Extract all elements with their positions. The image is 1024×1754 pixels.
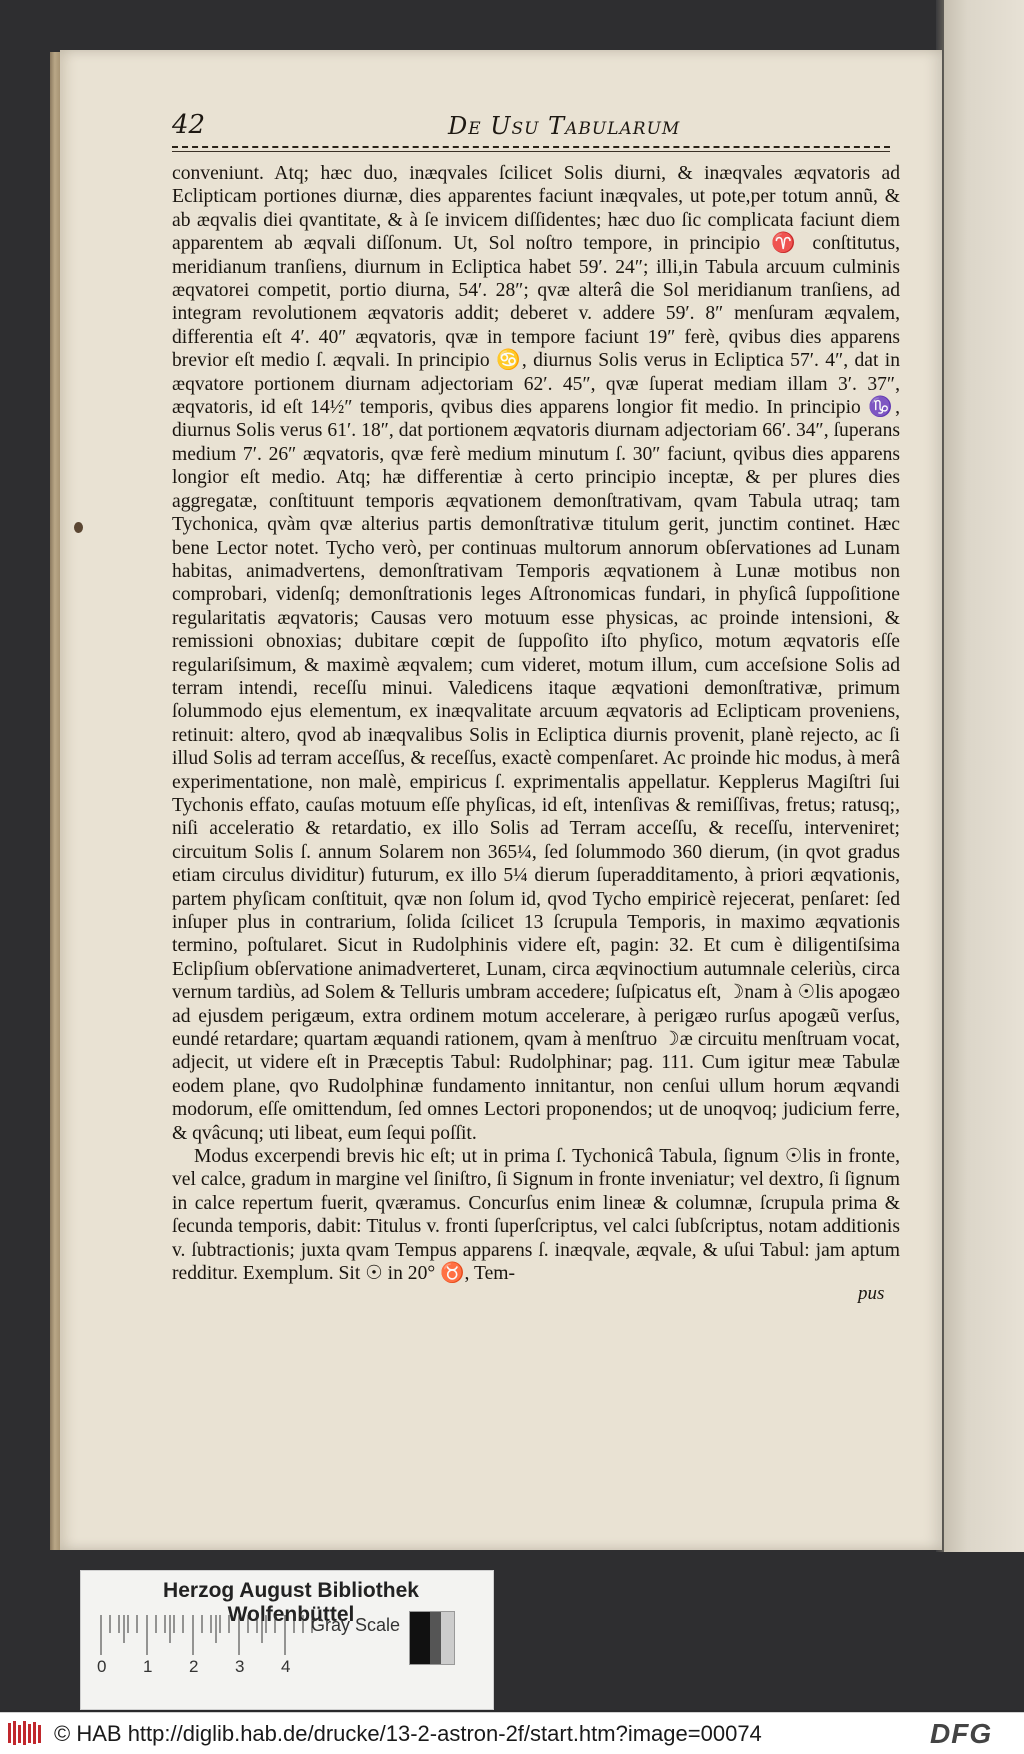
- ruler-label: 4: [281, 1657, 291, 1676]
- adjacent-page-edge: [944, 0, 1024, 1552]
- ruler-label: 2: [189, 1657, 199, 1676]
- library-name: Herzog August Bibliothek Wolfenbüttel: [163, 1579, 419, 1626]
- header-rule: [172, 146, 890, 148]
- page-blemish: [74, 522, 83, 533]
- gray-scale-label: Gray Scale: [311, 1615, 401, 1635]
- running-head: De Usu Tabularum: [448, 112, 681, 140]
- catchword: pus: [858, 1283, 885, 1304]
- ruler-label: 3: [235, 1657, 245, 1676]
- paragraph-modus: Modus excerpendi brevis hic eſt; ut in prima ſ. Tychonicâ Tabula, ſignum ☉lis in fronte, vel calce, gradum in margine vel ſiniſtro, ſi Signum in fronte inveniatur; vel dextro, ſi ſignum in calce repertum fuerit, qværamus. Concurſus enim lineæ & columnæ, ſcrupula prima & ſecunda temporis, dabit: Titulus v. fronti ſuperſcriptus, vel calci ſubſcriptus, notam additionis v. ſubtractionis; juxta qvam Tempus apparens ſ. inæqvale, æqvale, & uſui Tabul: jam aptum redditur. Exemplum. Sit ☉ in 20° ♉, Tem-: [172, 1146, 900, 1285]
- ruler-labels: [81, 1657, 341, 1679]
- body-text: [172, 162, 900, 1286]
- color-scale-card: [80, 1570, 494, 1710]
- dfg-logo: DFG: [930, 1718, 993, 1749]
- paragraph-main: conveniunt. Atq; hæc duo, inæqvales ſcilicet Solis diurni, & inæqvales æqvatoris ad Eclipticam portiones diurnæ, dies apparentes faciunt inæqvales, ut pote,per totum annũ, & ab æqvalis diei qvantitate, & à ſe invicem diſſidentes; hæc duo ſic complicata faciunt diem apparentem ab æqvali diſſonum. Ut, Sol noſtro tempore, in principio ♈ conſtitutus, meridianum tranſiens, diurnum in Ecliptica habet 59′. 24″; illi,in Tabula arcuum culminis æqvatorei competit, portio diurna, 54′. 28″; qvæ alterâ die Sol meridianum tranſiens, ad integram revolutionem æqvatoris addit; deberet v. addere 59′. 8″ menſuram æqvalem, differentia eſt 4′. 40″ æqvatoris, qvæ in tempore faciunt 19″ ferè, qvibus dies apparens brevior eſt medio ſ. æqvali. In principio ♋, diurnus Solis verus in Ecliptica 57′. 4″, dat in æqvatore portionem diurnam adjectoriam 62′. 45″, qvæ ſuperat mediam illam 3′. 37″, æqvatoris, id eſt 14½″ temporis, qvibus dies apparens longior fit medio. In principio ♑, diurnus Solis verus 61′. 18″, dat portionem æqvatoris diurnam adjectoriam 66′. 34″, ſuperans medium 7′. 26″ æqvatoris, qvæ ferè medium minutum ſ. 30″ faciunt, qvibus dies apparens longior eſt medio. Atq; hæ differentiæ à certo principio inceptæ, & per plures dies aggregatæ, conſtituunt temporis æqvationem demonſtrativam, qvam Tabula utraq; tam Tychonica, qvàm qvæ alterius partis demonſtrativæ titulum gerit, junctim continet. Hæc bene Lector notet. Tycho verò, per continuas multorum annorum obſervationes ad Lunam habitas, animadvertens, demonſtrativam Temporis æqvationem à Lunæ motibus non comprobari, videnſq; demonſtrationis leges Aſtronomicas fundari, in phyſicâ ſuppoſitione regularitatis æqvatoris; Causas vero motuum esse physicas, ac proinde intensioni, & remissioni obnoxias; dubitare cœpit de ſuppoſito iſto phyſico, motum æqvatoris eſſe regulariſsimum, & maximè æqvalem; cum videret, motum illum, cum acceſsione Solis ad terram intendi, receſſu minui. Valedicens itaque æqvationi demonſtrativæ, primum ſolummodo ejus elementum, ex inæqvalitate arcuum æqvatoris ad Eclipticam proveniens, retinuit: altero, qvod ab inæqvalibus Solis in Ecliptica diurnis provenit, planè rejecto, ac ſi illud Solis ad terram acceſſus, & receſſus, exactè compenſaret. Ac proinde hic modus, à merâ experimentatione, non malè, empiricus ſ. exprimentalis appellatur. Kepplerus Magiſtri ſui Tychonis effato, cauſas motuum eſſe phyſicas, id eſt, intenſivas & remiſſivas, fretus; ratusq;, niſi acceleratio & retardatio, ex illo Solis ad Terram acceſſu, & receſſu, interveniret; circuitum Solis ſ. annum Solarem non 365¼, ſed ſolummodo 360 dierum, (in qvot gradus etiam circulus dividitur) futurum, ex illo 5¼ dierum ſuperadditamento, à priori æqvationis, partem phyſicam conſtituit, qvæ non ſolum id, qvod Tycho empiricè rejecerat, penſaret: ſed inſuper plus in contrarium, ſolida ſcilicet 13 ſcrupula Temporis, in maximo æqvationis termino, poſtularet. Sicut in Rudolphinis videre eſt, pagin: 32. Et cum è diligentiſsima Eclipſium obſervatione animadverteret, Lunam, circa æqvinoctium autumnale celeriùs, circa vernum tardiùs, ad Solem & Telluris umbram accedere; ſuſpicatus eſt, ☽nam à ☉lis apogæo ad ejusdem perigæum, extra ordinem motum accelerare, à perigæo rurſus apogæũ verſus, eundé retardare; quartam æquandi rationem, qvam à menſtruo ☽æ circuitu menſtruam vocat, adjecit, ut videre eſt in Præceptis Tabul: Rudolphinar; pag. 111. Cum igitur meæ Tabulæ eodem plane, qvo Rudolphinæ fundamento innitantur, non cenſui ullum horum æqvandi modorum, eſſe omittendum, ſed omnes Lectori proponendos; ut de unoqvoq; judicium ferre, & qvâcunq; uti libeat, eum ſequi poſſit.: [172, 163, 900, 1144]
- footer-citation: [54, 1721, 762, 1747]
- gray-scale-chip: [409, 1611, 455, 1665]
- copyright-text: © HAB: [54, 1721, 122, 1746]
- source-url-link[interactable]: http://diglib.hab.de/drucke/13-2-astron-2f/start.htm?image=00074: [127, 1721, 762, 1746]
- ruler-label: 1: [143, 1657, 153, 1676]
- ruler-label: 0: [97, 1657, 107, 1676]
- page-number: 42: [172, 110, 206, 140]
- footer-bar: [0, 1712, 1024, 1754]
- header-rule-secondary: [172, 151, 890, 152]
- hab-logo-icon: [6, 1719, 46, 1747]
